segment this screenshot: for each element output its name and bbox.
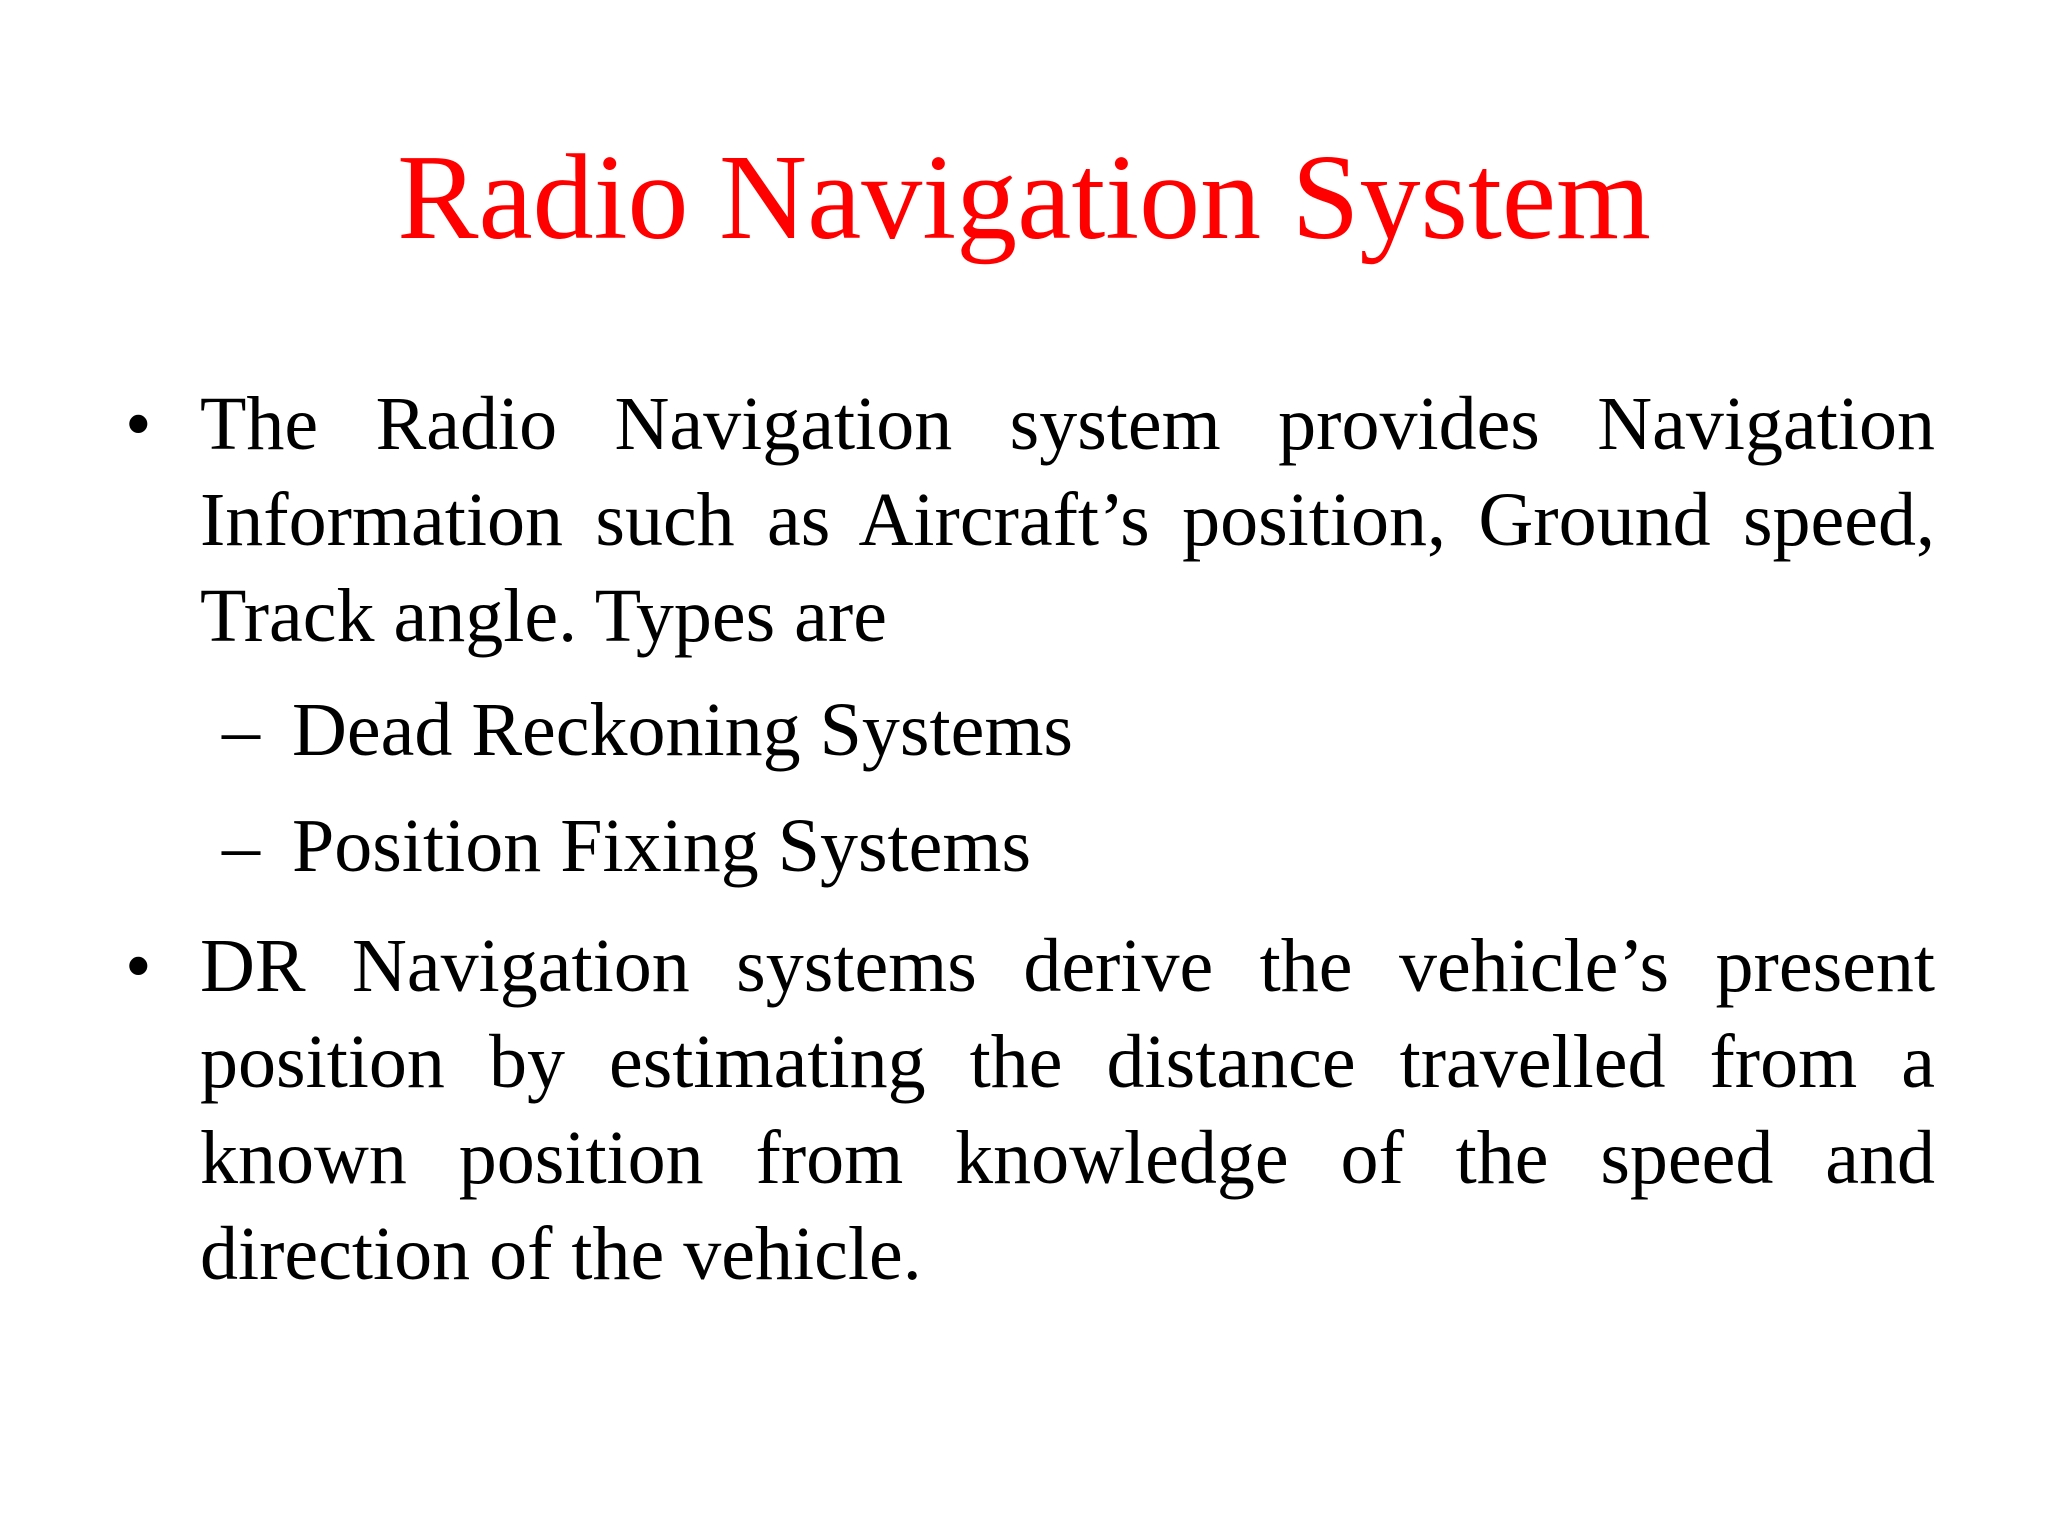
- sub-bullet-item-dead-reckoning: [222, 682, 1073, 778]
- bullet-text: The Radio Navigation system provides Navigation Information such as Aircraft’s position, Ground speed, Track angle. Types are: [200, 382, 1935, 658]
- bullet-text: DR Navigation systems derive the vehicle’s present position by estimating the distance travelled from a known position from knowledge of the speed and direction of the vehicle.: [200, 924, 1935, 1296]
- bullet-item-radio-navigation: [125, 376, 1935, 664]
- sub-bullet-marker: –: [222, 804, 260, 888]
- bullet-marker: •: [125, 924, 152, 1008]
- sub-bullet-text: Dead Reckoning Systems: [292, 688, 1074, 772]
- slide-title: Radio Navigation System: [397, 130, 1651, 265]
- bullet-item-dr-navigation: [125, 918, 1935, 1302]
- sub-bullet-marker: –: [222, 688, 260, 772]
- bullet-marker: •: [125, 382, 152, 466]
- sub-bullet-text: Position Fixing Systems: [292, 804, 1032, 888]
- sub-bullet-item-position-fixing: [222, 798, 1031, 894]
